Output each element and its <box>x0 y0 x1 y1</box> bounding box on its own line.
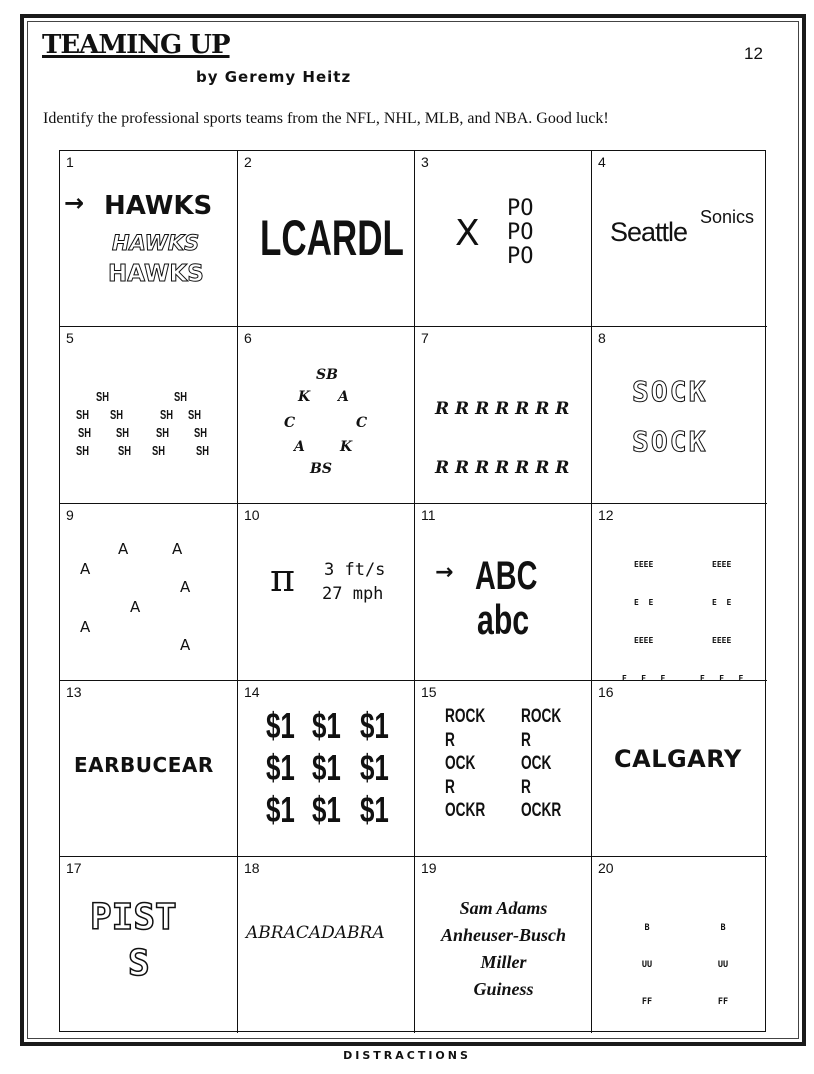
puzzle-number: 12 <box>598 507 614 523</box>
puzzle-word: PO <box>507 196 534 221</box>
puzzle-number: 7 <box>421 330 429 346</box>
puzzle-number: 3 <box>421 154 429 170</box>
puzzle-cell-13 <box>60 681 238 857</box>
puzzle-cell-3 <box>415 151 592 327</box>
puzzle-word: SOCK <box>632 425 708 458</box>
dollar-token: $1 <box>360 789 389 830</box>
puzzle-token: SH <box>152 443 166 458</box>
rock-row: R <box>445 776 455 798</box>
circle-letter: K <box>298 389 311 405</box>
puzzle-word: PIST <box>90 897 177 938</box>
puzzle-number: 19 <box>421 860 437 876</box>
puzzle-number: 5 <box>66 330 74 346</box>
puzzle-token: SH <box>118 443 132 458</box>
dollar-token: $1 <box>312 705 341 746</box>
puzzle-word-upper: ABC <box>475 554 538 598</box>
scattered-letter: A <box>130 598 141 616</box>
puzzle-word-outline: HAWKS <box>108 261 204 287</box>
puzzle-cell-20 <box>592 857 767 1033</box>
page-number: 12 <box>744 44 763 63</box>
rock-row: R <box>521 729 531 751</box>
arrow-icon: → <box>435 560 454 585</box>
figure-row: E E <box>634 597 654 607</box>
instructions: Identify the professional sports teams from the NFL, NHL, MLB, and NBA. Good luck! <box>43 110 609 127</box>
sh-pattern <box>60 327 238 503</box>
puzzle-number: 18 <box>244 860 260 876</box>
puzzle-number: 6 <box>244 330 252 346</box>
puzzle-cell-4 <box>592 151 767 327</box>
puzzle-cell-6 <box>238 327 415 504</box>
figure-row: FF <box>717 997 729 1008</box>
beer-name: Guiness <box>473 979 534 999</box>
beer-name: Miller <box>480 952 527 972</box>
puzzle-cell-16 <box>592 681 767 857</box>
puzzle-number: 4 <box>598 154 606 170</box>
puzzle-word: S <box>128 943 150 984</box>
beer-name: Sam Adams <box>459 898 548 918</box>
scattered-letter: A <box>180 578 191 596</box>
puzzle-cell-14 <box>238 681 415 857</box>
puzzle-line: 3 ft/s <box>324 560 386 580</box>
puzzle-number: 8 <box>598 330 606 346</box>
puzzle-word: ABRACADABRA <box>246 923 385 943</box>
figure-row: EEEE <box>712 560 732 570</box>
e-figure-left <box>622 534 665 681</box>
page-title: TEAMING UP <box>42 30 230 60</box>
r-row: R R R R R R R <box>435 457 570 478</box>
author-byline: by Geremy Heitz <box>196 68 352 86</box>
puzzle-token: SH <box>160 407 174 422</box>
puzzle-number: 16 <box>598 684 614 700</box>
rock-row: OCK <box>521 753 552 774</box>
footer-label: DISTRACTIONS <box>343 1049 471 1062</box>
puzzle-cell-9 <box>60 504 238 681</box>
puzzle-cell-5 <box>60 327 238 504</box>
circle-letter: C <box>284 415 296 431</box>
buffalo-figure-left <box>616 897 678 1033</box>
puzzle-cell-1 <box>60 151 238 327</box>
puzzle-token: SH <box>116 425 130 440</box>
puzzle-word: LCARDL <box>260 210 404 266</box>
rock-row: OCKR <box>521 800 562 821</box>
figure-row: B <box>644 922 650 933</box>
puzzle-word: EARBUCEAR <box>74 753 214 777</box>
puzzle-token: SH <box>76 407 90 422</box>
puzzle-cell-2 <box>238 151 415 327</box>
e-figure-right <box>700 534 743 681</box>
rock-row: OCK <box>445 753 476 774</box>
puzzle-token: SH <box>174 389 188 404</box>
dollar-token: $1 <box>266 789 295 830</box>
dollar-token: $1 <box>360 705 389 746</box>
figure-row: E E E <box>622 673 666 681</box>
puzzle-token: SH <box>196 443 210 458</box>
puzzle-token: SH <box>156 425 170 440</box>
rock-row: R <box>521 776 531 798</box>
puzzle-word-flames: CALGARY <box>614 745 742 773</box>
puzzle-number: 2 <box>244 154 252 170</box>
circle-letter: A <box>294 439 305 455</box>
scattered-letter: A <box>118 540 129 558</box>
puzzle-cell-19 <box>415 857 592 1033</box>
puzzle-number: 13 <box>66 684 82 700</box>
beer-name: Anheuser-Busch <box>440 925 567 945</box>
figure-row: UU <box>717 960 729 971</box>
scattered-letter: A <box>80 560 91 578</box>
puzzle-line: 27 mph <box>322 584 384 604</box>
figure-row: E E E <box>700 673 744 681</box>
cross-icon: X <box>455 213 480 254</box>
rock-column-left <box>445 705 485 823</box>
puzzle-token: SH <box>76 443 90 458</box>
dollar-token: $1 <box>266 705 295 746</box>
puzzle-cell-7 <box>415 327 592 504</box>
puzzle-superscript: Sonics <box>700 207 755 227</box>
circle-letter: A <box>338 389 349 405</box>
puzzle-token: SH <box>78 425 92 440</box>
figure-row: FF <box>641 997 653 1008</box>
puzzle-word: Seattle <box>610 217 688 247</box>
arrow-icon: → <box>64 189 85 217</box>
puzzle-word-lower: abc <box>477 596 530 643</box>
buffalo-figure-right <box>692 897 754 1033</box>
puzzle-token: SH <box>110 407 124 422</box>
puzzle-word-outline: HAWKS <box>112 231 200 255</box>
dollar-token: $1 <box>360 747 389 788</box>
puzzle-cell-12 <box>592 504 767 681</box>
figure-row: B <box>720 922 726 933</box>
puzzle-token: SH <box>188 407 202 422</box>
figure-row: EEEE <box>634 635 654 645</box>
puzzle-number: 20 <box>598 860 614 876</box>
circle-letter: SB <box>316 367 338 383</box>
dollar-token: $1 <box>266 747 295 788</box>
figure-row: E E <box>712 597 732 607</box>
rock-row: ROCK <box>521 706 562 727</box>
puzzle-token: SH <box>96 389 110 404</box>
puzzle-word: PO <box>507 244 534 269</box>
rock-row: R <box>445 729 455 751</box>
figure-row: EEEE <box>712 635 732 645</box>
puzzle-word: PO <box>507 220 534 245</box>
puzzle-cell-10 <box>238 504 415 681</box>
puzzle-number: 14 <box>244 684 260 700</box>
puzzle-token: SH <box>194 425 208 440</box>
pi-symbol: π <box>270 556 295 600</box>
scattered-letter: A <box>80 618 91 636</box>
puzzle-cell-11 <box>415 504 592 681</box>
dollar-token: $1 <box>312 789 341 830</box>
r-row: R R R R R R R <box>435 399 570 419</box>
scattered-letter: A <box>180 636 191 654</box>
scattered-letter: A <box>172 540 183 558</box>
beer-list <box>415 895 592 1003</box>
figure-row: UU <box>641 960 653 971</box>
circle-letter: BS <box>310 461 332 477</box>
r-grid <box>435 361 569 504</box>
rock-row: OCKR <box>445 800 486 821</box>
puzzle-number: 15 <box>421 684 437 700</box>
puzzle-word: HAWKS <box>104 191 213 221</box>
puzzle-cell-17 <box>60 857 238 1033</box>
puzzle-number: 17 <box>66 860 82 876</box>
puzzle-number: 10 <box>244 507 260 523</box>
puzzle-cell-18 <box>238 857 415 1033</box>
circle-letter: K <box>340 439 353 455</box>
puzzle-number: 9 <box>66 507 74 523</box>
circle-letter: C <box>356 415 368 431</box>
puzzle-cell-15 <box>415 681 592 857</box>
rock-row: ROCK <box>445 706 486 727</box>
dollar-token: $1 <box>312 747 341 788</box>
figure-row: EEEE <box>634 560 654 570</box>
puzzle-cell-8 <box>592 327 767 504</box>
puzzle-number: 11 <box>421 507 436 523</box>
puzzle-grid <box>59 150 766 1032</box>
puzzle-word: SOCK <box>632 375 708 408</box>
rock-column-right <box>521 705 561 823</box>
puzzle-number: 1 <box>66 154 74 170</box>
